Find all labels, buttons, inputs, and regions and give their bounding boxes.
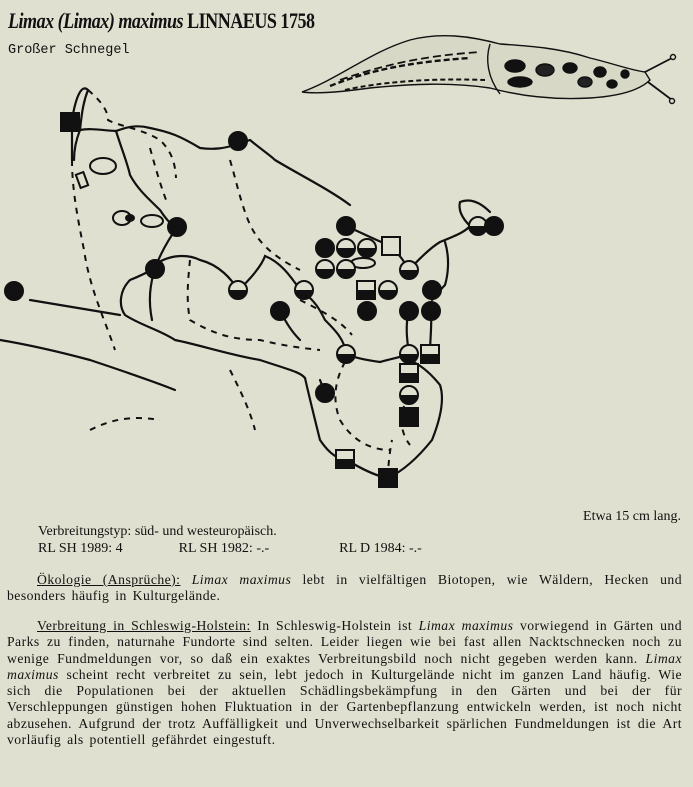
circle-full-marker-icon <box>168 218 186 236</box>
circle-full-marker-icon <box>485 217 503 235</box>
circle-half-marker-icon <box>316 260 334 278</box>
red-list-sh-1989: RL SH 1989: 4 <box>38 541 123 556</box>
circle-half-marker-icon <box>358 239 376 257</box>
square-half-marker-icon <box>400 364 418 382</box>
circle-half-marker-icon <box>400 261 418 279</box>
author-year: LINNAEUS 1758 <box>183 8 315 33</box>
circle-full-marker-icon <box>316 239 334 257</box>
circle-full-marker-icon <box>271 302 289 320</box>
circle-full-marker-icon <box>316 384 334 402</box>
ecology-heading: Ökologie (Ansprüche): <box>37 572 181 587</box>
square-half-marker-icon <box>421 345 439 363</box>
red-list-line <box>38 541 422 557</box>
distribution-text-a: In Schleswig-Holstein ist <box>250 618 419 633</box>
square-full-marker-icon <box>379 469 397 487</box>
circle-full-marker-icon <box>423 281 441 299</box>
square-half-marker-icon <box>357 281 375 299</box>
common-name: Großer Schnegel <box>8 43 130 58</box>
species-ref: Limax maximus <box>191 572 292 587</box>
circle-half-marker-icon <box>337 345 355 363</box>
circle-half-marker-icon <box>400 386 418 404</box>
distribution-type: Verbreitungstyp: süd- und westeuropäisch. <box>38 524 277 539</box>
circle-full-marker-icon <box>337 217 355 235</box>
square-empty-marker-icon <box>382 237 400 255</box>
species-ref: Limax maximus <box>7 650 682 682</box>
distribution-paragraph <box>7 618 682 748</box>
circle-half-marker-icon <box>400 345 418 363</box>
square-full-marker-icon <box>400 408 418 426</box>
distribution-text-c: scheint recht verbreitet zu sein, lebt jedoch in Kulturgelände nicht im ganzen Land häufig. Wie sich die Populationen bei der aktuellen Schädlingsbekämpfung in den Gärten und bei der für Verschleppungen günstigen hohen Fluktuation in der Gartenbepflanzung entwickeln werden, ist noch nicht abzusehen. Aufgrund der trotz Auffälligkeit und Unverwechselbarkeit spärlichen Fundmeldungen ist die Art vorläufig als potentiell gefährdet eingestuft. <box>7 666 682 748</box>
circle-full-marker-icon <box>5 282 23 300</box>
species-name: Limax (Limax) maximus <box>8 8 184 33</box>
circle-full-marker-icon <box>146 260 164 278</box>
red-list-d-1984: RL D 1984: -.- <box>339 541 422 556</box>
map-markers <box>5 113 503 487</box>
circle-half-marker-icon <box>379 281 397 299</box>
circle-full-marker-icon <box>400 302 418 320</box>
circle-half-marker-icon <box>295 281 313 299</box>
square-half-marker-icon <box>336 450 354 468</box>
square-full-marker-icon <box>61 113 79 131</box>
circle-full-marker-icon <box>229 132 247 150</box>
distribution-heading: Verbreitung in Schleswig-Holstein: <box>37 618 251 633</box>
ecology-paragraph <box>7 572 682 605</box>
red-list-sh-1982: RL SH 1982: -.- <box>178 541 270 556</box>
species-ref: Limax maximus <box>418 618 514 633</box>
circle-half-marker-icon <box>229 281 247 299</box>
circle-full-marker-icon <box>358 302 376 320</box>
size-caption: Etwa 15 cm lang. <box>583 509 681 524</box>
circle-half-marker-icon <box>337 260 355 278</box>
ecology-text: lebt in vielfältigen Biotopen, wie Wäldern, Hecken und besonders häufig in Kulturgelände. <box>7 572 682 604</box>
circle-half-marker-icon <box>337 239 355 257</box>
distribution-text-b: vorwiegend in Gärten und Parks zu finden, naturnahe Fundorte sind selten. Leider liegen wie bei fast allen Nacktschnecken noch zu wenige Fundmeldungen vor, so daß ein exaktes Verbreitungsbild noch nicht gegeben werden kann. <box>7 618 682 666</box>
circle-full-marker-icon <box>422 302 440 320</box>
